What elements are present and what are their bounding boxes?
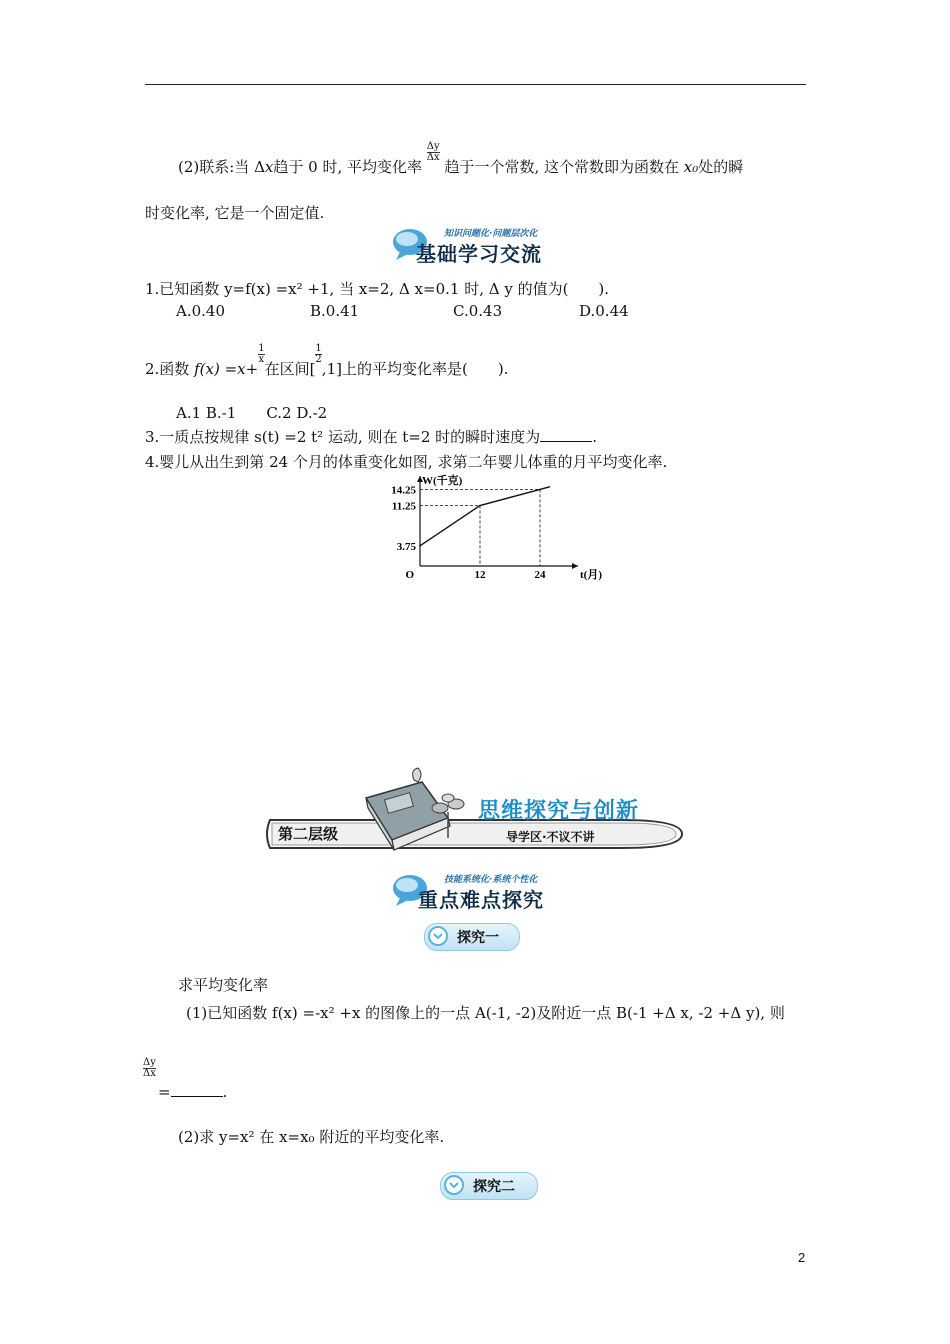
x-axis-label: t(月) [580, 569, 602, 581]
q2-fraction-2 [315, 344, 321, 365]
question-1: 1.已知函数 y=f(x) =x² +1, 当 x=2, Δ x=0.1 时, Δ y 的值为( ). [145, 280, 610, 298]
section-banner-basic [392, 226, 572, 266]
explore-part-2: (2)求 y=x² 在 x=x₀ 附近的平均变化率. [178, 1128, 445, 1146]
question-2-options: A.1 B.-1 C.2 D.-2 [176, 404, 328, 422]
data-point-1 [479, 505, 481, 507]
level-title: 思维探究与创新 [478, 799, 640, 824]
y-tick-label-0: 3.75 [396, 540, 416, 553]
data-point-0 [419, 545, 421, 547]
section-banner-key [392, 870, 572, 910]
q1-option-c: C.0.43 [453, 302, 503, 320]
q2-post: ,1]上的平均变化率是( ). [321, 360, 509, 378]
q2-frac2-den: 2 [315, 353, 322, 365]
intro-var-x0: x₀ [683, 158, 699, 176]
q3-text: 3.一质点按规律 s(t) =2 t² 运动, 则在 t=2 时的瞬时速度为 [145, 428, 541, 446]
y-tick-label-1: 11.25 [391, 500, 416, 513]
level-banner [262, 770, 686, 860]
question-4: 4.婴儿从出生到第 24 个月的体重变化如图, 求第二年婴儿体重的月平均变化率. [145, 453, 668, 471]
intro-text-c: 趋于一个常数, 这个常数即为函数在 [444, 158, 679, 176]
x-tick-label-0: 12 [474, 569, 486, 581]
question-2 [145, 342, 509, 381]
answer-blank[interactable] [540, 427, 592, 442]
frac-den: Δx [426, 151, 440, 163]
explore-fraction [143, 1058, 156, 1079]
explore-frac-den: Δx [143, 1068, 156, 1079]
question-3 [145, 426, 597, 447]
level-label: 第二层级 [278, 825, 339, 843]
origin-label: O [405, 569, 414, 581]
q2-mid: 在区间[ [264, 360, 316, 378]
intro-line-2: 时变化率, 它是一个固定值. [145, 204, 325, 222]
intro-fraction [427, 142, 440, 163]
weight-line [420, 487, 550, 546]
explore-1-tab [424, 923, 520, 951]
section1-subtitle: 知识问题化·问题层次化 [444, 229, 538, 239]
explore-answer-blank[interactable] [171, 1082, 223, 1097]
q2-frac2-num: 1 [315, 342, 322, 354]
question-1-options [176, 302, 629, 320]
level-subtitle: 导学区·不议不讲 [506, 830, 595, 844]
explore-part-1: (1)已知函数 f(x) =-x² +x 的图像上的一点 A(-1, -2)及附近一点 B(-1 +Δ x, -2 +Δ y), 则 [186, 1004, 785, 1022]
q2-frac-den: x [258, 353, 265, 365]
intro-var-x: x [264, 158, 274, 176]
explore-1-label: 探究一 [457, 930, 499, 946]
section1-title: 基础学习交流 [416, 242, 542, 266]
q1-option-d: D.0.44 [579, 302, 629, 320]
chevron-down-glyph [430, 928, 446, 944]
q2-pre: 2.函数 [145, 360, 190, 378]
frac-num: Δy [426, 140, 440, 152]
chevron-down-glyph [446, 1177, 462, 1193]
intro-text-b: 趋于 0 时, 平均变化率 [273, 158, 422, 176]
intro-text-d: 处的瞬 [698, 158, 744, 176]
chevron-down-icon [444, 1175, 464, 1195]
q2-function: f(x) =x+ [194, 360, 259, 378]
explore-fraction-answer [143, 1058, 156, 1079]
y-axis-label: W(千克) [422, 475, 463, 487]
explore-2-label: 探究二 [473, 1179, 515, 1195]
data-point-2 [539, 489, 541, 491]
explore-frac-num: Δy [143, 1057, 156, 1068]
q1-option-b: B.0.41 [310, 302, 360, 320]
equals-sign: = [158, 1083, 171, 1101]
page-number: 2 [798, 1250, 806, 1265]
section2-subtitle: 技能系统化·系统个性化 [444, 875, 538, 885]
explore-answer-line: = . [158, 1083, 228, 1101]
explore-heading: 求平均变化率 [178, 976, 269, 994]
weight-chart [380, 470, 602, 588]
q2-fraction [258, 344, 264, 365]
x-tick-label-1: 24 [534, 569, 546, 581]
intro-text-a: (2)联系:当 Δ [178, 158, 265, 176]
chevron-down-icon [428, 926, 448, 946]
q2-frac-num: 1 [258, 342, 265, 354]
q1-option-a: A.0.40 [176, 302, 225, 320]
plant-icon [428, 790, 468, 840]
y-tick-label-2: 14.25 [391, 484, 416, 497]
header-rule [145, 84, 806, 85]
x-axis-arrow [572, 563, 578, 569]
section2-title: 重点难点探究 [418, 888, 544, 912]
q3-period: . [592, 428, 597, 446]
explore-2-tab [440, 1172, 538, 1200]
